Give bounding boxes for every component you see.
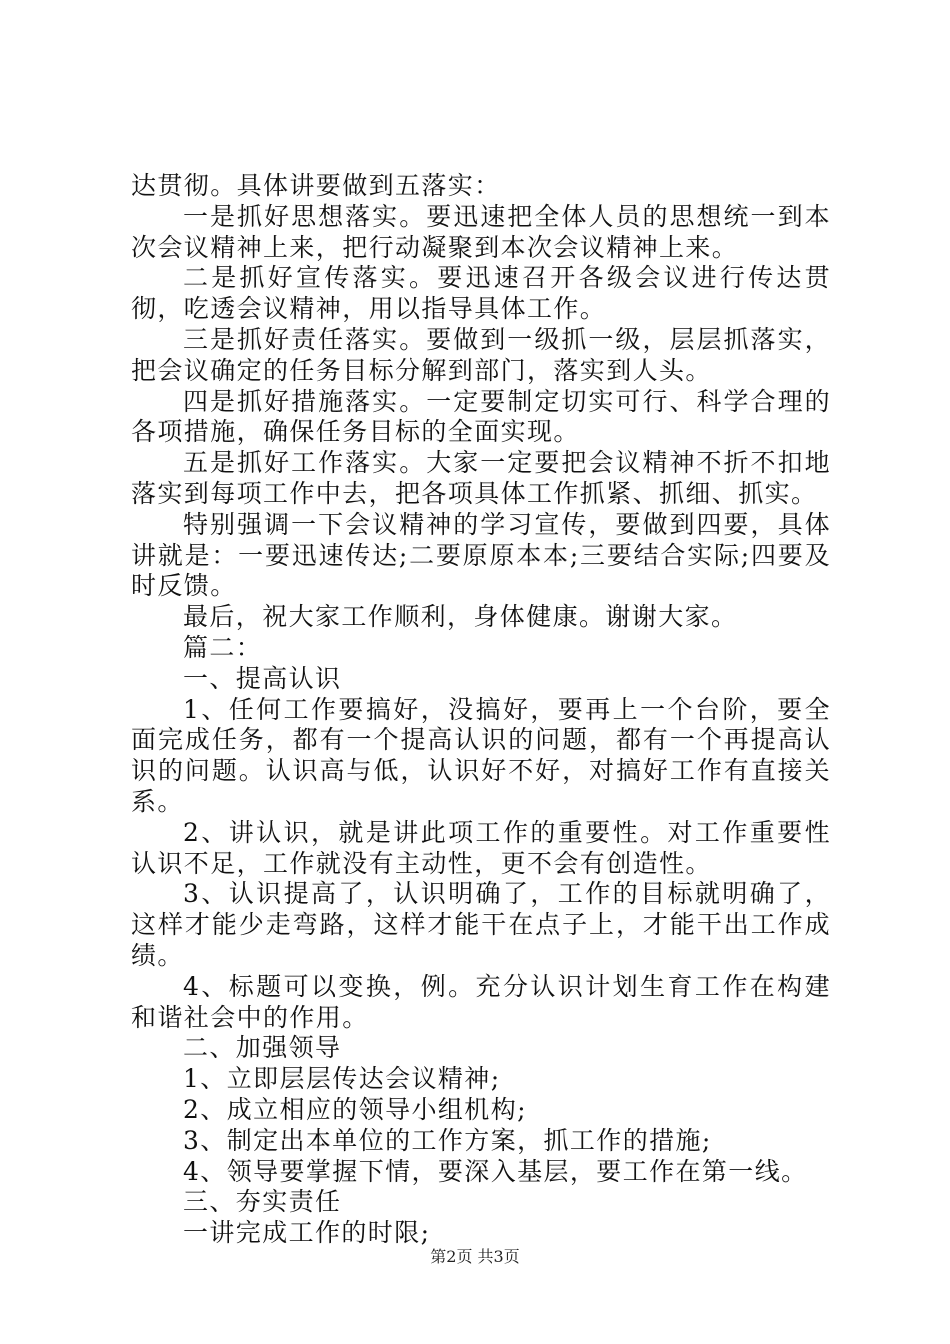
paragraph: 一、提高认识 — [183, 663, 342, 693]
paragraph: 一是抓好思想落实。要迅速把全体人员的思想统一到本次会议精神上来，把行动凝聚到本次会议精神上来。 — [131, 201, 831, 262]
paragraph: 二、加强领导 — [183, 1033, 342, 1063]
paragraph: 三、夯实责任 — [183, 1187, 342, 1217]
paragraph: 4、标题可以变换，例。充分认识计划生育工作在构建和谐社会中的作用。 — [131, 971, 831, 1032]
paragraph: 1、立即层层传达会议精神; — [183, 1064, 501, 1094]
paragraph: 最后，祝大家工作顺利，身体健康。谢谢大家。 — [183, 602, 738, 632]
paragraph: 三是抓好责任落实。要做到一级抓一级，层层抓落实，把会议确定的任务目标分解到部门，落实到人头。 — [131, 324, 831, 385]
paragraph: 特别强调一下会议精神的学习宣传，要做到四要，具体讲就是：一要迅速传达;二要原原本本;三要结合实际;四要及时反馈。 — [131, 509, 831, 601]
paragraph: 达贯彻。具体讲要做到五落实： — [131, 171, 501, 200]
paragraph: 一讲完成工作的时限; — [183, 1218, 431, 1248]
paragraph: 2、成立相应的领导小组机构; — [183, 1094, 527, 1124]
paragraph: 1、任何工作要搞好，没搞好，要再上一个台阶，要全面完成任务，都有一个提高认识的问题，都有一个再提高认识的问题。认识高与低，认识好不好，对搞好工作有直接关系。 — [131, 694, 831, 816]
paragraph: 五是抓好工作落实。大家一定要把会议精神不折不扣地落实到每项工作中去，把各项具体工作抓紧、抓细、抓实。 — [131, 448, 831, 508]
paragraph: 四是抓好措施落实。一定要制定切实可行、科学合理的各项措施，确保任务目标的全面实现。 — [131, 386, 831, 447]
paragraph: 2、讲认识，就是讲此项工作的重要性。对工作重要性认识不足，工作就没有主动性，更不会有创造性。 — [131, 817, 831, 878]
page-footer: 第2页 共3页 — [430, 1247, 520, 1266]
paragraph: 3、制定出本单位的工作方案，抓工作的措施; — [183, 1125, 712, 1155]
paragraph: 3、认识提高了，认识明确了，工作的目标就明确了，这样才能少走弯路，这样才能干在点子上，才能干出工作成绩。 — [131, 879, 831, 970]
paragraph: 4、领导要掌握下情，要深入基层，要工作在第一线。 — [183, 1156, 808, 1186]
document-body — [131, 171, 831, 1249]
paragraph: 篇二： — [183, 632, 263, 662]
paragraph: 二是抓好宣传落实。要迅速召开各级会议进行传达贯彻，吃透会议精神，用以指导具体工作。 — [131, 263, 831, 324]
